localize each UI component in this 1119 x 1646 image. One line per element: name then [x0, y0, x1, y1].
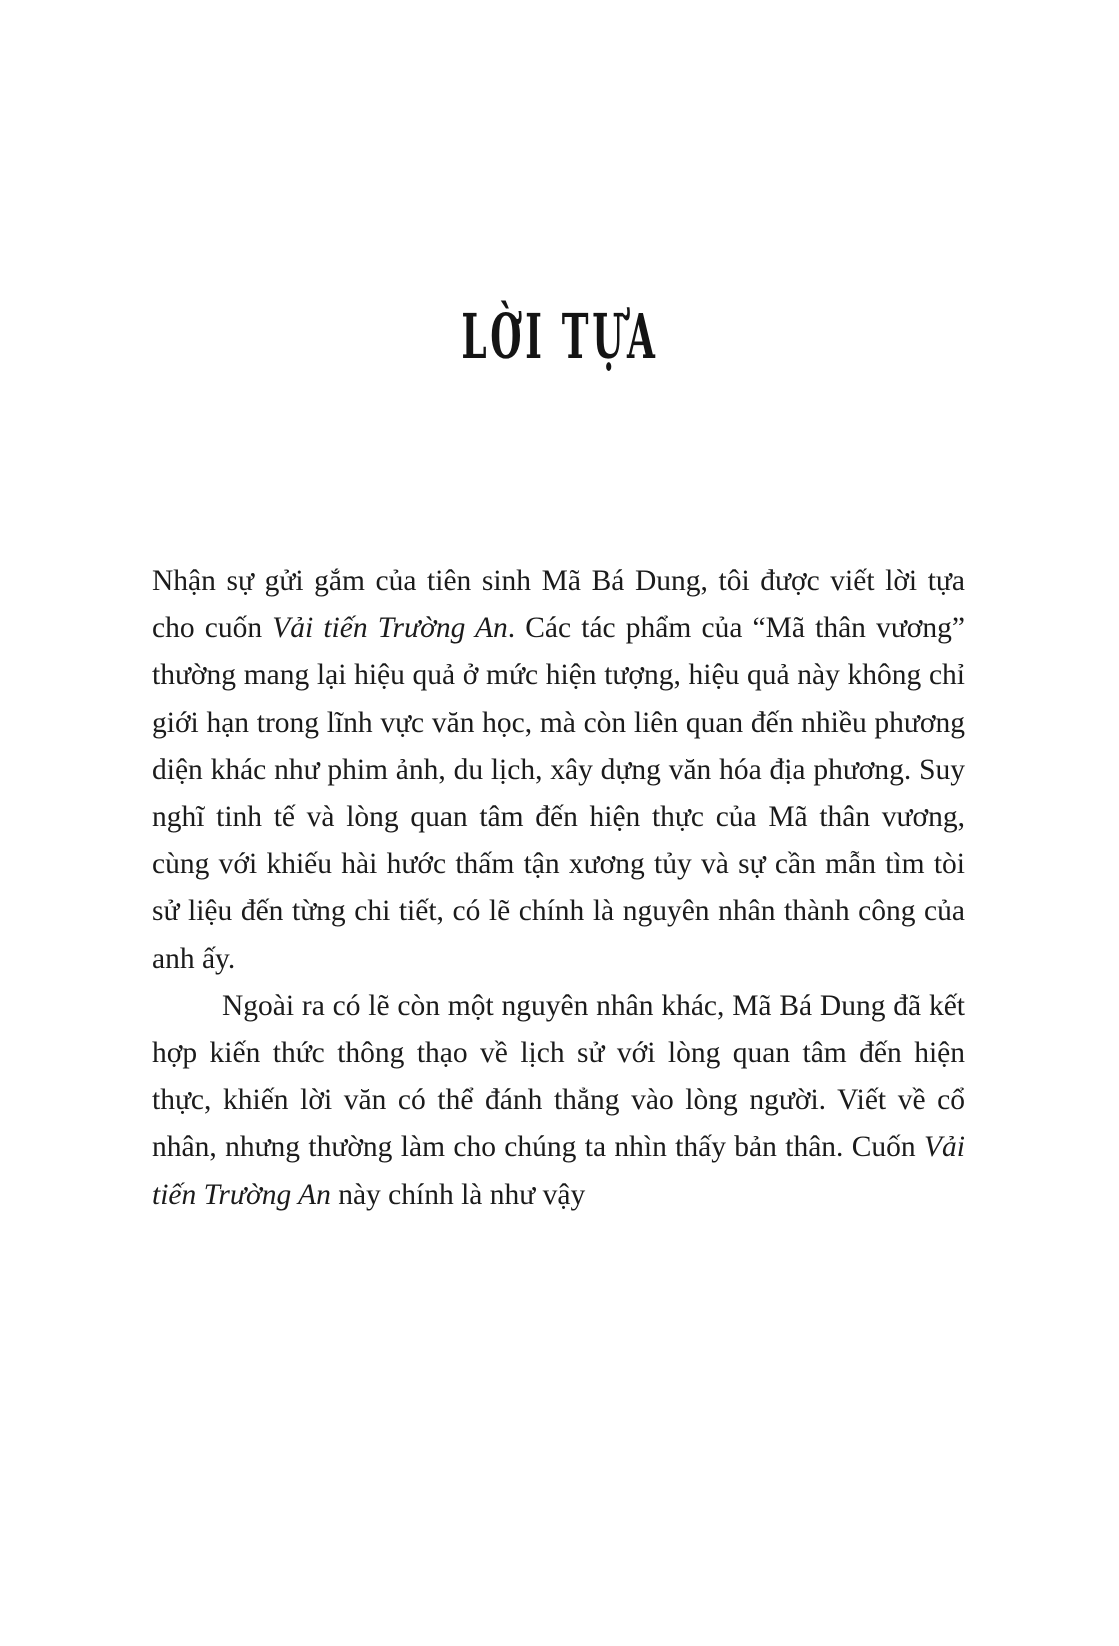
page-title: LỜI TỰA [460, 300, 659, 373]
paragraph [152, 558, 965, 983]
book-title-italic: Vải tiến Trường An [272, 612, 508, 645]
chapter-heading [0, 300, 1119, 373]
text-run: Ngoài ra có lẽ còn một nguyên nhân khác, Mã Bá Dung đã kết hợp kiến thức thông thạo về lịch sử với lòng quan tâm đến hiện thực, khiến lời văn có thể đánh thẳng vào lòng người. Viết về cổ nhân, nhưng thường làm cho chúng ta nhìn thấy bản thân. Cuốn [152, 989, 965, 1164]
paragraph [152, 983, 965, 1219]
text-run: này chính là như vậy [330, 1178, 586, 1211]
book-title-italic: Vải tiến Trường An [152, 1131, 965, 1211]
body-text [152, 558, 965, 1219]
text-run: Nhận sự gửi gắm của tiên sinh Mã Bá Dung, tôi được viết lời tựa cho cuốn [152, 565, 965, 645]
text-run: . Các tác phẩm của “Mã thân vương” thường mang lại hiệu quả ở mức hiện tượng, hiệu quả này không chỉ giới hạn trong lĩnh vực văn học, mà còn liên quan đến nhiều phương diện khác như phim ảnh, du lịch, xây dựng văn hóa địa phương. Suy nghĩ tinh tế và lòng quan tâm đến hiện thực của Mã thân vương, cùng với khiếu hài hước thấm tận xương tủy và sự cần mẫn tìm tòi sử liệu đến từng chi tiết, có lẽ chính là nguyên nhân thành công của anh ấy. [152, 612, 965, 975]
